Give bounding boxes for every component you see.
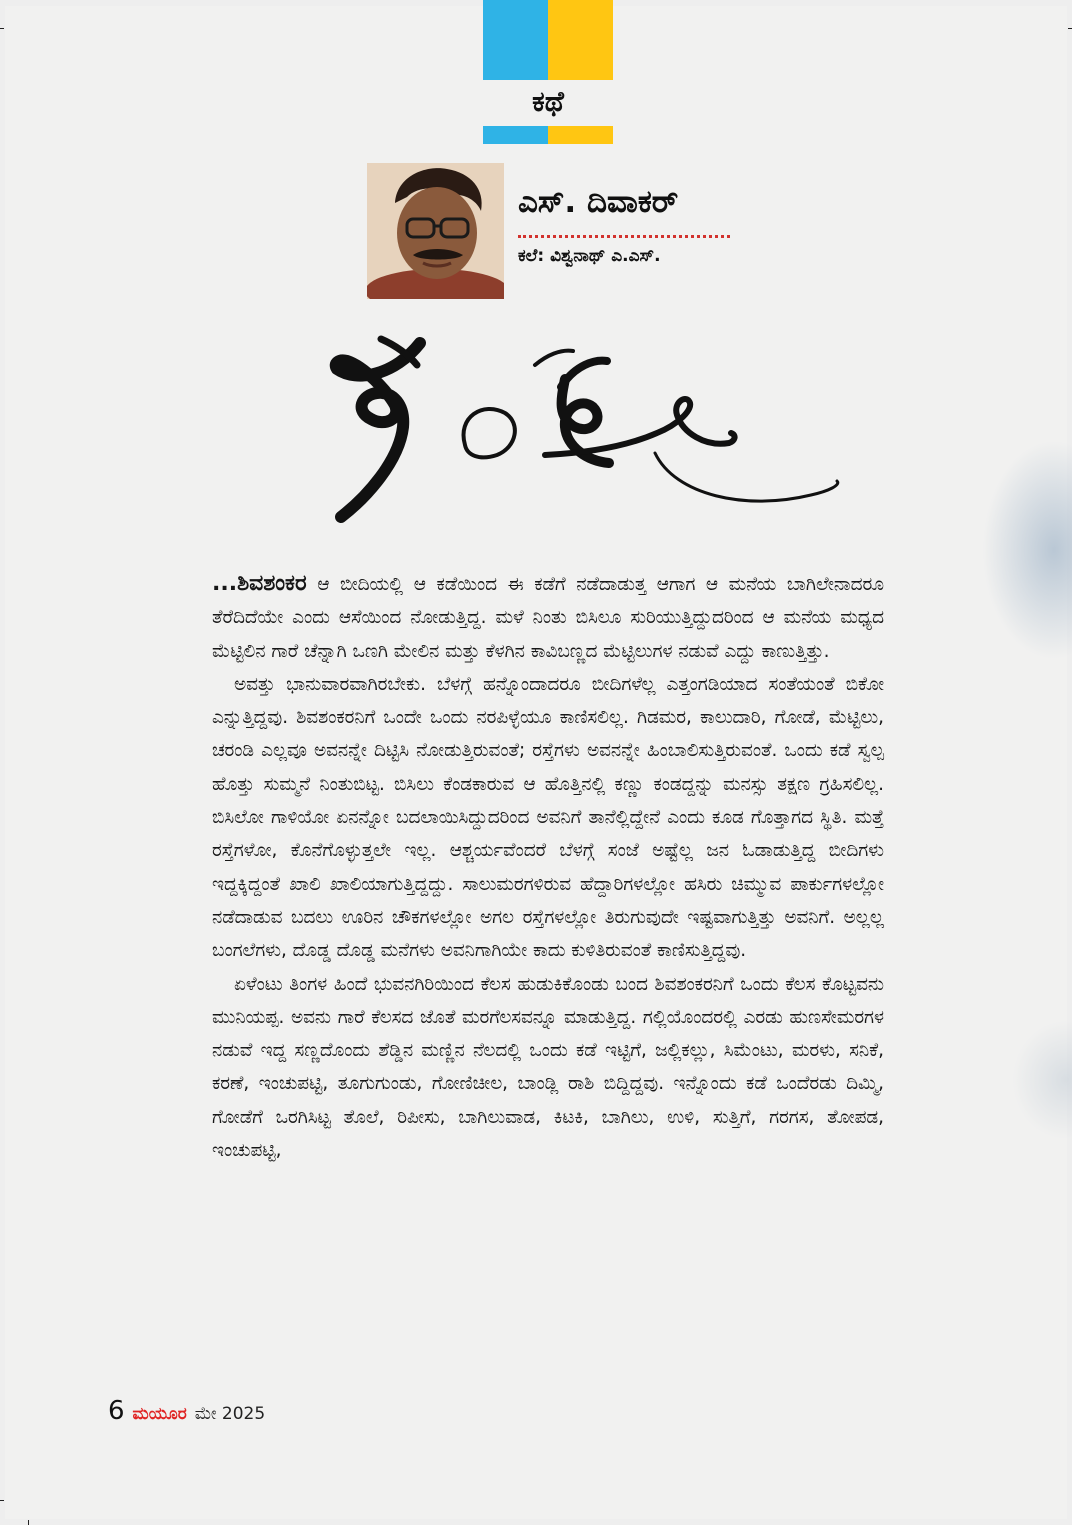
story-paragraph-3: ಏಳೆಂಟು ತಿಂಗಳ ಹಿಂದೆ ಭುವನಗಿರಿಯಿಂದ ಕೆಲಸ ಹುಡುಕಿಕೊಂಡು ಬಂದ ಶಿವಶಂಕರನಿಗೆ ಒಂದು ಕೆಲಸ ಕೊಟ್ಟವನು ಮುನಿಯಪ್ಪ. ಅವನು ಗಾರೆ ಕೆಲಸದ ಜೊತೆ ಮರಗೆಲಸವನ್ನೂ ಮಾಡುತ್ತಿದ್ದ. ಗಲ್ಲಿಯೊಂದರಲ್ಲಿ ಎರಡು ಹುಣಸೇಮರಗಳ ನಡುವೆ ಇದ್ದ ಸಣ್ಣದೊಂದು ಶೆಡ್ಡಿನ ಮಣ್ಣಿನ ನೆಲದಲ್ಲಿ ಒಂದು ಕಡೆ ಇಟ್ಟಿಗೆ, ಜಲ್ಲಿಕಲ್ಲು, ಸಿಮೆಂಟು, ಮರಳು, ಸನಿಕೆ, ಕರಣೆ, ಇಂಚುಪಟ್ಟಿ, ತೂಗುಗುಂಡು, ಗೋಣಿಚೀಲ, ಬಾಂಡ್ಲಿ ರಾಶಿ ಬಿದ್ದಿದ್ದವು. ಇನ್ನೊಂದು ಕಡೆ ಒಂದೆರಡು ದಿಮ್ಮಿ, ಗೋಡೆಗೆ ಒರಗಿಸಿಟ್ಟ ತೊಲೆ, ರಿಪೀಸು, ಬಾಗಿಲುವಾಡ, ಕಿಟಕಿ, ಬಾಗಿಲು, ಉಳಿ, ಸುತ್ತಿಗೆ, ಗರಗಸ, ತೋಪಡ, ಇಂಚುಪಟ್ಟಿ,	[212, 973, 884, 1162]
page-number: 6	[108, 1396, 125, 1426]
story-body	[212, 567, 884, 1167]
category-label: ಕಥೆ	[532, 85, 564, 118]
story-title-calligraphy	[325, 335, 845, 535]
story-lead-word: ...ಶಿವಶಂಕರ	[212, 571, 307, 596]
magazine-name: ಮಯೂರ	[132, 1404, 187, 1424]
watercolor-wash-lower	[1012, 1020, 1072, 1140]
page-footer	[108, 1396, 265, 1430]
crop-mark	[0, 28, 4, 29]
story-paragraph-1-text: ಆ ಬೀದಿಯಲ್ಲಿ ಆ ಕಡೆಯಿಂದ ಈ ಕಡೆಗೆ ನಡೆದಾಡುತ್ತ ಆಗಾಗ ಆ ಮನೆಯ ಬಾಗಿಲೇನಾದರೂ ತೆರೆದಿದೆಯೇ ಎಂದು ಆಸೆಯಿಂದ ನೋಡುತ್ತಿದ್ದ. ಮಳೆ ನಿಂತು ಬಿಸಿಲೂ ಸುರಿಯುತ್ತಿದ್ದುದರಿಂದ ಆ ಮನೆಯ ಮಧ್ಯದ ಮೆಟ್ಟಿಲಿನ ಗಾರೆ ಚೆನ್ನಾಗಿ ಒಣಗಿ ಮೇಲಿನ ಮತ್ತು ಕೆಳಗಿನ ಕಾವಿಬಣ್ಣದ ಮೆಟ್ಟಿಲುಗಳ ನಡುವೆ ಎದ್ದು ಕಾಣುತ್ತಿತ್ತು.	[212, 574, 884, 662]
art-credit: ಕಲೆ: ವಿಶ್ವನಾಥ್ ಎ.ಎಸ್.	[518, 246, 661, 266]
author-name: ಎಸ್‌. ದಿವಾಕರ್	[518, 184, 679, 220]
crop-mark	[0, 1500, 4, 1501]
category-block-blue	[483, 0, 548, 80]
story-paragraph-2: ಅವತ್ತು ಭಾನುವಾರವಾಗಿರಬೇಕು. ಬೆಳಗ್ಗೆ ಹನ್ನೊಂದಾದರೂ ಬೀದಿಗಳೆಲ್ಲ ಎತ್ತಂಗಡಿಯಾದ ಸಂತೆಯಂತೆ ಬಿಕೋ ಎನ್ನುತ್ತಿದ್ದವು. ಶಿವಶಂಕರನಿಗೆ ಒಂದೇ ಒಂದು ನರಪಿಳ್ಳೆಯೂ ಕಾಣಿಸಲಿಲ್ಲ. ಗಿಡಮರ, ಕಾಲುದಾರಿ, ಗೋಡೆ, ಮೆಟ್ಟಿಲು, ಚರಂಡಿ ಎಲ್ಲವೂ ಅವನನ್ನೇ ದಿಟ್ಟಿಸಿ ನೋಡುತ್ತಿರುವಂತೆ; ರಸ್ತೆಗಳು ಅವನನ್ನೇ ಹಿಂಬಾಲಿಸುತ್ತಿರುವಂತೆ. ಒಂದು ಕಡೆ ಸ್ವಲ್ಪ ಹೊತ್ತು ಸುಮ್ಮನೆ ನಿಂತುಬಿಟ್ಟ. ಬಿಸಿಲು ಕೆಂಡಕಾರುವ ಆ ಹೊತ್ತಿನಲ್ಲಿ ಕಣ್ಣು ಕಂಡದ್ದನ್ನು ಮನಸ್ಸು ತಕ್ಷಣ ಗ್ರಹಿಸಲಿಲ್ಲ. ಬಿಸಿಲೋ ಗಾಳಿಯೋ ಏನನ್ನೋ ಬದಲಾಯಿಸಿದ್ದುದರಿಂದ ಅವನಿಗೆ ತಾನೆಲ್ಲಿದ್ದೇನೆ ಎಂದು ಕೂಡ ಗೊತ್ತಾಗದ ಸ್ಥಿತಿ. ಮತ್ತೆ ರಸ್ತೆಗಳೋ, ಕೊನೆಗೊಳ್ಳುತ್ತಲೇ ಇಲ್ಲ. ಆಶ್ಚರ್ಯವೆಂದರೆ ಬೆಳಗ್ಗೆ ಸಂಜೆ ಅಷ್ಟೆಲ್ಲ ಜನ ಓಡಾಡುತ್ತಿದ್ದ ಬೀದಿಗಳು ಇದ್ದಕ್ಕಿದ್ದಂತೆ ಖಾಲಿ ಖಾಲಿಯಾಗುತ್ತಿದ್ದದ್ದು. ಸಾಲುಮರಗಳಿರುವ ಹೆದ್ದಾರಿಗಳಲ್ಲೋ ಹಸಿರು ಚಿಮ್ಮುವ ಪಾರ್ಕುಗಳಲ್ಲೋ ನಡೆದಾಡುವ ಬದಲು ಊರಿನ ಚೌಕಗಳಲ್ಲೋ ಅಗಲ ರಸ್ತೆಗಳಲ್ಲೋ ತಿರುಗುವುದೇ ಇಷ್ಟವಾಗುತ್ತಿತ್ತು ಅವನಿಗೆ. ಅಲ್ಲಲ್ಲ ಬಂಗಲೆಗಳು, ದೊಡ್ಡ ದೊಡ್ಡ ಮನೆಗಳು ಅವನಿಗಾಗಿಯೇ ಕಾದು ಕುಳಿತಿರುವಂತೆ ಕಾಣಿಸುತ್ತಿದ್ದವು.	[212, 673, 884, 962]
category-bar-yellow	[548, 126, 613, 144]
category-block-yellow	[548, 0, 613, 80]
crop-mark	[1068, 28, 1072, 29]
category-bar-blue	[483, 126, 548, 144]
author-portrait-illustration	[367, 163, 504, 299]
issue-date: ಮೇ 2025	[194, 1404, 266, 1424]
author-photo	[367, 163, 504, 299]
story-paragraph-1	[212, 567, 884, 668]
author-divider	[518, 235, 730, 238]
crop-mark	[28, 1520, 29, 1525]
watercolor-wash	[982, 440, 1072, 660]
